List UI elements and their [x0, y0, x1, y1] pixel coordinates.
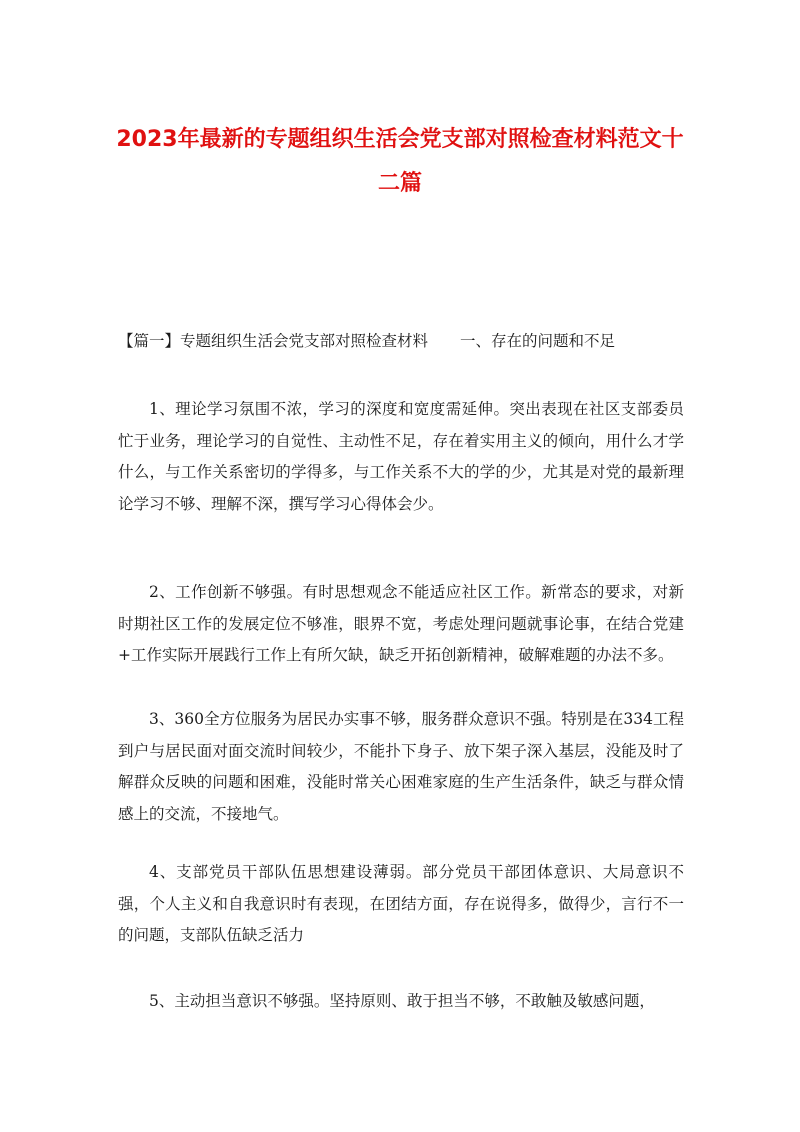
- section-heading: 一、存在的问题和不足: [460, 332, 616, 350]
- paragraph-1: 1、理论学习氛围不浓，学习的深度和宽度需延伸。突出表现在社区支部委员忙于业务，理论学习的自觉性、主动性不足，存在着实用主义的倾向，用什么才学什么，与工作关系密切的学得多，与工作关系不大的学的少，尤其是对党的最新理论学习不够、理解不深，撰写学习心得体会少。: [118, 400, 684, 513]
- intro-line: [118, 327, 718, 355]
- paragraph-3: 3、360全方位服务为居民办实事不够，服务群众意识不强。特别是在334工程到户与居民面对面交流时间较少，不能扑下身子、放下架子深入基层，没能及时了解群众反映的问题和困难，没能时常关心困难家庭的生产生活条件，缺乏与群众情感上的交流，不接地气。: [118, 710, 684, 823]
- paragraph-5: 5、主动担当意识不够强。坚持原则、敢于担当不够，不敢触及敏感问题，: [149, 992, 655, 1010]
- article-heading: 【篇一】专题组织生活会党支部对照检查材料: [118, 332, 429, 350]
- paragraph-4: 4、支部党员干部队伍思想建设薄弱。部分党员干部团体意识、大局意识不强，个人主义和自我意识时有表现，在团结方面，存在说得多，做得少，言行不一的问题，支部队伍缺乏活力: [118, 863, 684, 944]
- paragraph-2: 2、工作创新不够强。有时思想观念不能适应社区工作。新常态的要求，对新时期社区工作的发展定位不够准，眼界不宽，考虑处理问题就事论事，在结合党建+工作实际开展践行工作上有所欠缺，缺乏开拓创新精神，破解难题的办法不多。: [118, 583, 684, 664]
- document-title: 2023年最新的专题组织生活会党支部对照检查材料范文十二篇: [116, 127, 684, 196]
